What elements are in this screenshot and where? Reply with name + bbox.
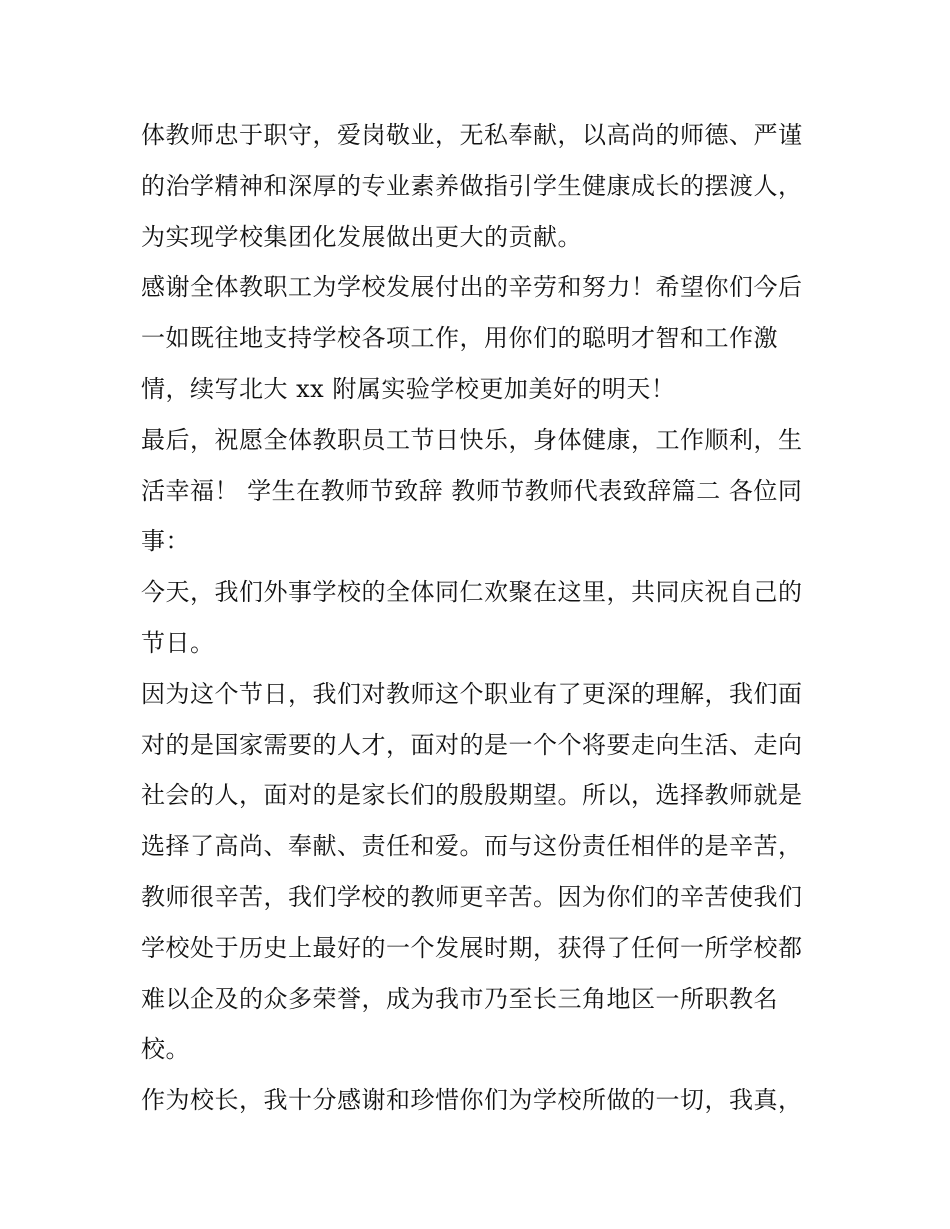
body-text bbox=[141, 110, 821, 1126]
text-line: 社会的人，面对的是家长们的殷殷期望。所以，选择教师就是 bbox=[141, 781, 803, 810]
text-line: 校。 bbox=[141, 1035, 190, 1064]
text-line: 事： bbox=[141, 527, 190, 556]
text-line: 今天，我们外事学校的全体同仁欢聚在这里，共同庆祝自己的 bbox=[141, 578, 803, 607]
text-line: 最后，祝愿全体教职员工节日快乐，身体健康，工作顺利，生 bbox=[141, 425, 803, 454]
text-line: 为实现学校集团化发展做出更大的贡献。 bbox=[141, 222, 582, 251]
text-line: 选择了高尚、奉献、责任和爱。而与这份责任相伴的是辛苦， bbox=[141, 832, 803, 861]
text-line: 节日。 bbox=[141, 628, 215, 657]
text-line: 情，续写北大 xx 附属实验学校更加美好的明天！ bbox=[141, 374, 676, 403]
text-line: 一如既往地支持学校各项工作，用你们的聪明才智和工作激 bbox=[141, 324, 778, 353]
text-line: 难以企及的众多荣誉，成为我市乃至长三角地区一所职教名 bbox=[141, 984, 778, 1013]
text-line: 作为校长，我十分感谢和珍惜你们为学校所做的一切，我真， bbox=[141, 1086, 803, 1115]
text-line: 对的是国家需要的人才，面对的是一个个将要走向生活、走向 bbox=[141, 730, 803, 759]
text-line: 学校处于历史上最好的一个发展时期，获得了任何一所学校都 bbox=[141, 933, 803, 962]
text-line: 教师很辛苦，我们学校的教师更辛苦。因为你们的辛苦使我们 bbox=[141, 882, 803, 911]
text-line: 因为这个节日，我们对教师这个职业有了更深的理解，我们面 bbox=[141, 679, 803, 708]
text-line: 的治学精神和深厚的专业素养做指引学生健康成长的摆渡人， bbox=[141, 171, 803, 200]
text-line: 活幸福！ 学生在教师节致辞 教师节教师代表致辞篇二 各位同 bbox=[141, 476, 803, 505]
text-line: 感谢全体教职工为学校发展付出的辛劳和努力！希望你们今后 bbox=[141, 273, 803, 302]
text-line: 体教师忠于职守，爱岗敬业，无私奉献，以高尚的师德、严谨 bbox=[141, 121, 803, 149]
